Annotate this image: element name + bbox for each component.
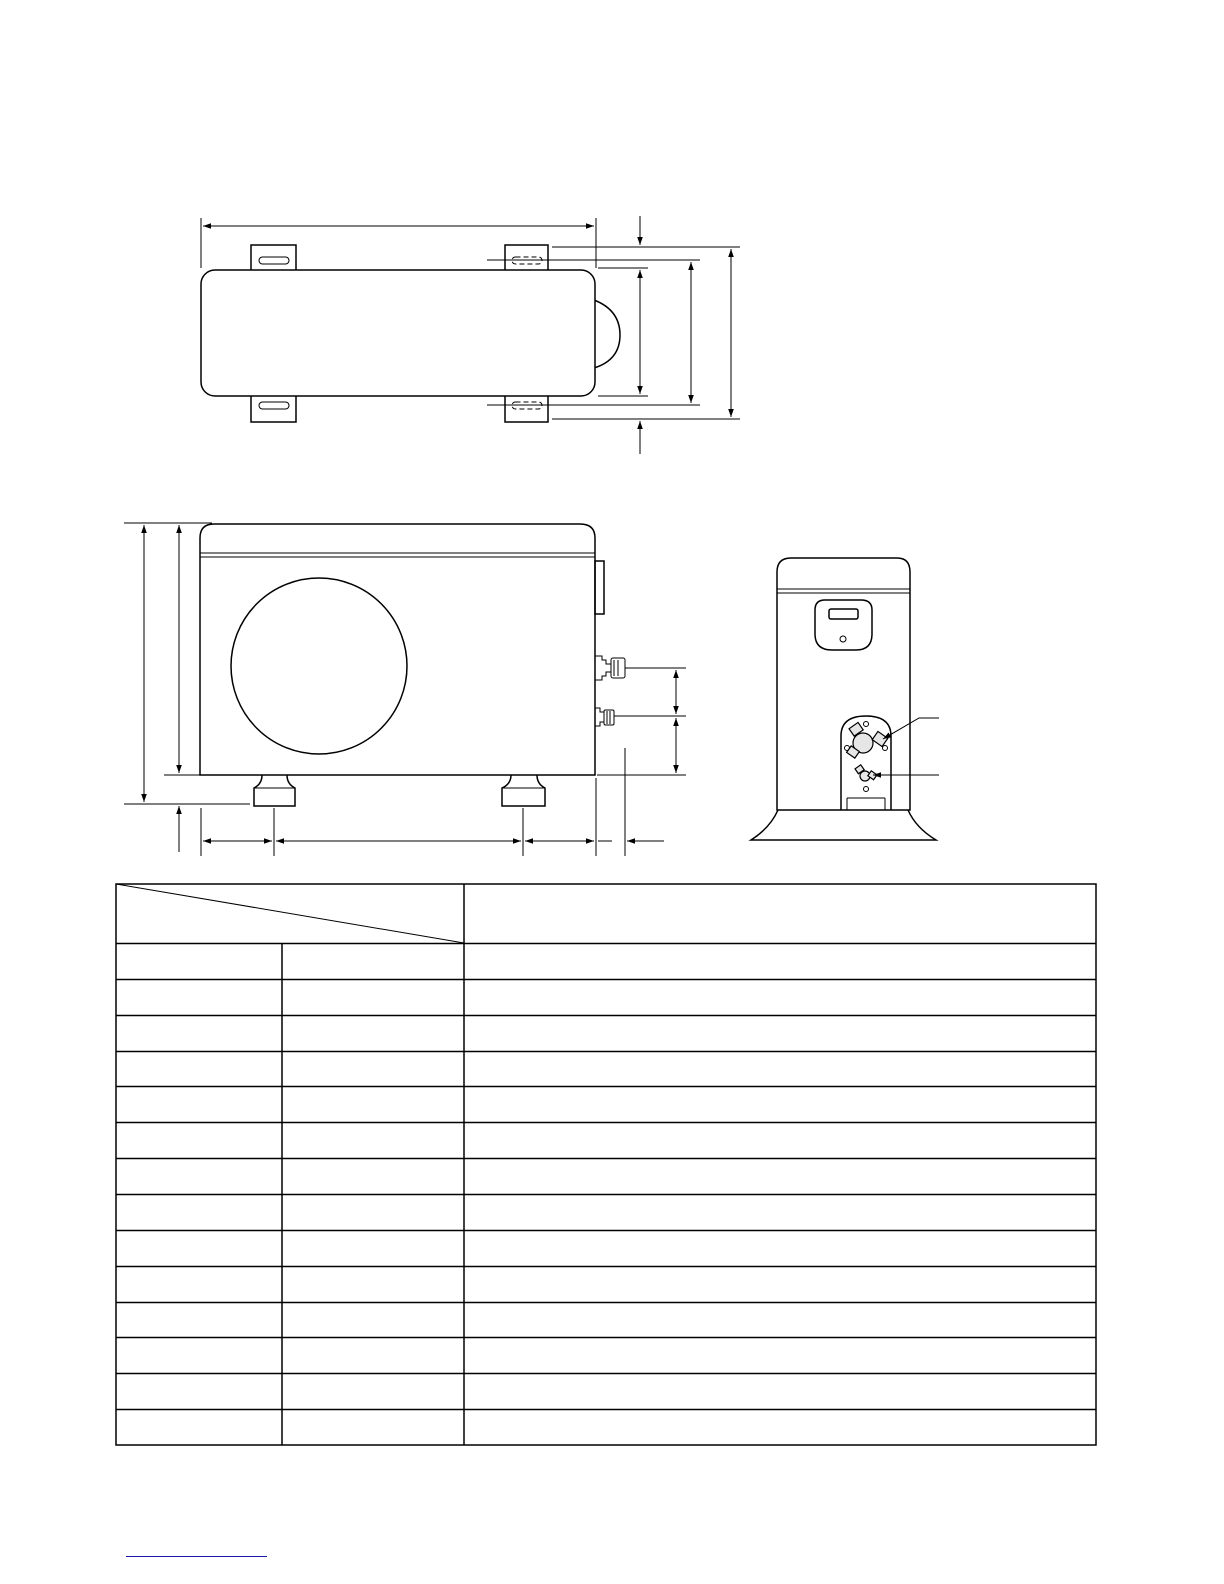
footer-link[interactable] bbox=[126, 1548, 267, 1557]
gas-valve-icon bbox=[595, 656, 625, 680]
spec-table bbox=[116, 884, 1096, 1445]
unit-body-side bbox=[777, 558, 910, 810]
front-view bbox=[124, 523, 686, 856]
unit-body-front bbox=[200, 524, 595, 775]
top-foot-tab bbox=[505, 395, 548, 422]
unit-body-top bbox=[201, 270, 595, 396]
fan-guard-bulge bbox=[594, 300, 620, 368]
front-foot bbox=[254, 775, 295, 806]
front-foot bbox=[502, 775, 545, 806]
slot bbox=[259, 402, 289, 409]
side-view bbox=[751, 558, 939, 840]
handle-cover bbox=[595, 561, 604, 614]
header-diagonal bbox=[116, 884, 464, 943]
table-border bbox=[116, 884, 1096, 1445]
side-base bbox=[751, 810, 936, 840]
liquid-valve-icon bbox=[595, 708, 614, 726]
table-rows bbox=[116, 944, 1096, 1410]
slot bbox=[259, 257, 289, 264]
top-view bbox=[201, 216, 740, 454]
